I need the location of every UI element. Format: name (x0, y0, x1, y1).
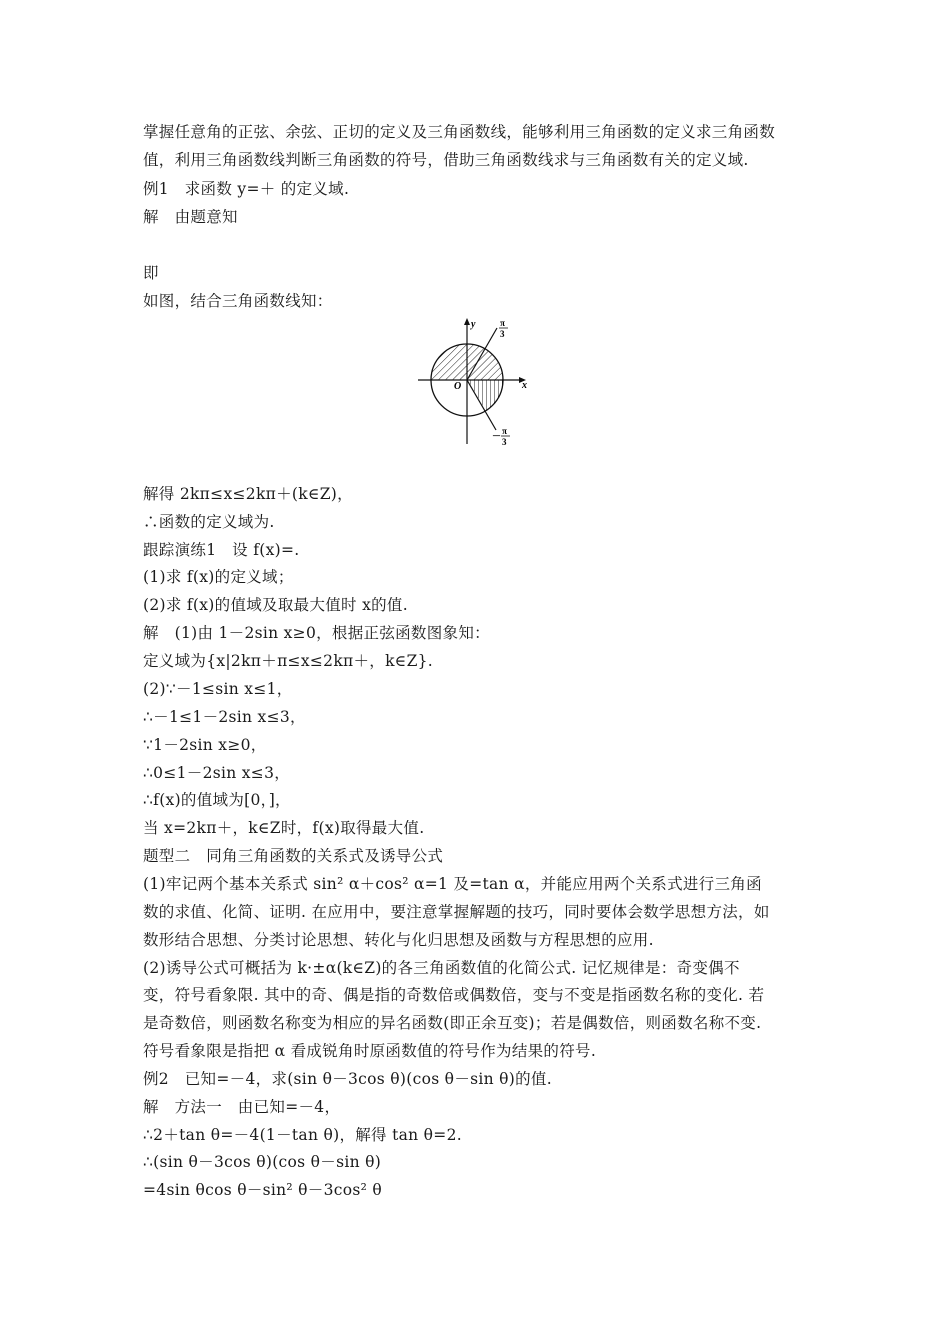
text-line: 变，符号看象限. 其中的奇、偶是指的奇数倍或偶数倍，变与不变是指函数名称的变化. 若 (143, 986, 765, 1004)
text-line: 数形结合思想、分类讨论思想、转化与化归思想及函数与方程思想的应用. (143, 931, 654, 949)
text-line: 符号看象限是指把 α 看成锐角时原函数值的符号作为结果的符号. (143, 1042, 597, 1060)
text-line: 解得 2kπ≤x≤2kπ＋(k∈Z)， (143, 485, 353, 503)
text-line: 即 (143, 264, 159, 282)
y-axis-arrow-icon (464, 318, 470, 325)
text-line: ∴f(x)的值域为[0，]， (143, 791, 291, 809)
text-line: 值，利用三角函数线判断三角函数的符号，借助三角函数线求与三角函数有关的定义域. (143, 151, 749, 169)
lower-angle-denominator: 3 (502, 437, 507, 447)
text-line: (2)诱导公式可概括为 k·±α(k∈Z)的各三角函数值的化简公式. 记忆规律是：奇变偶不 (143, 959, 740, 977)
text-line: 掌握任意角的正弦、余弦、正切的定义及三角函数线，能够利用三角函数的定义求三角函数 (143, 123, 776, 141)
lower-angle-numerator: π (502, 426, 507, 436)
text-line: ∴－1≤1－2sin x≤3， (143, 708, 306, 726)
y-axis-label: y (471, 319, 476, 330)
text-line: ∴0≤1－2sin x≤3， (143, 764, 291, 782)
text-line: ∴函数的定义域为. (143, 513, 275, 531)
text-line: ∴(sin θ－3cos θ)(cos θ－sin θ) (143, 1153, 382, 1171)
text-line: (1)牢记两个基本关系式 sin² α＋cos² α=1 及=tan α，并能应用两个关系式进行三角函 (143, 875, 762, 893)
solution-line: 解 (1)由 1－2sin x≥0，根据正弦函数图象知： (143, 624, 490, 642)
text-line: 数的求值、化简、证明. 在应用中，要注意掌握解题的技巧，同时要体会数学思想方法，如 (143, 903, 770, 921)
origin-label: O (454, 381, 462, 392)
example-heading: 例1 求函数 y=＋ 的定义域. (143, 180, 350, 198)
example-heading: 例2 已知=－4，求(sin θ－3cos θ)(cos θ－sin θ)的值. (143, 1070, 552, 1088)
section-heading: 题型二 同角三角函数的关系式及诱导公式 (143, 847, 444, 865)
text-line: (2)求 f(x)的值域及取最大值时 x的值. (143, 596, 408, 614)
text-line: ∴2＋tan θ=－4(1－tan θ)，解得 tan θ=2. (143, 1126, 462, 1144)
solution-line: 解 由题意知 (143, 208, 238, 226)
upper-angle-denominator: 3 (500, 329, 505, 339)
text-line: 定义域为{x|2kπ＋π≤x≤2kπ＋，k∈Z}. (143, 652, 434, 670)
text-line: (1)求 f(x)的定义域； (143, 568, 294, 586)
text-line: 是奇数倍，则函数名称变为相应的异名函数(即正余互变)；若是偶数倍，则函数名称不变. (143, 1014, 762, 1032)
upper-angle-numerator: π (500, 318, 505, 328)
text-line: ∵1－2sin x≥0， (143, 736, 267, 754)
practice-heading: 跟踪演练1 设 f(x)=. (143, 541, 300, 559)
lower-angle-sign: － (492, 431, 502, 441)
text-line: 当 x=2kπ＋，k∈Z时，f(x)取得最大值. (143, 819, 425, 837)
x-axis-label: x (522, 380, 527, 391)
text-line: =4sin θcos θ－sin² θ－3cos² θ (143, 1181, 382, 1199)
trig-line-figure (414, 312, 534, 452)
text-line: 如图，结合三角函数线知： (143, 292, 333, 310)
solution-line: 解 方法一 由已知=－4， (143, 1098, 341, 1116)
text-line: (2)∵－1≤sin x≤1， (143, 680, 293, 698)
